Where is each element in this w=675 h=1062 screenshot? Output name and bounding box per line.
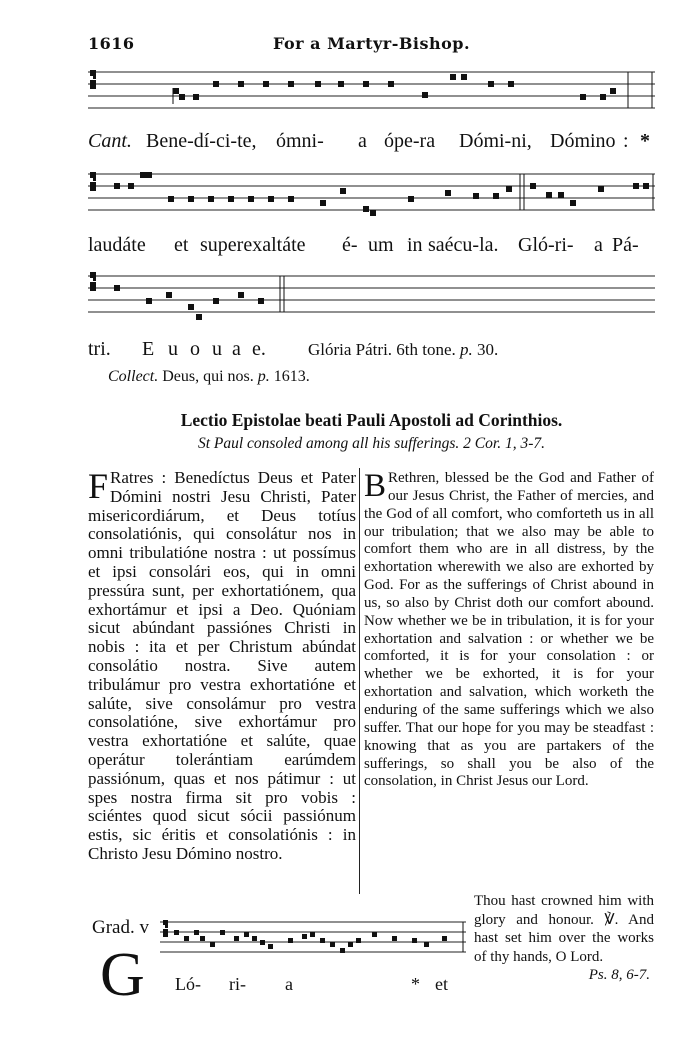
lyric-word: et	[174, 234, 189, 256]
psalm-reference: Ps. 8, 6-7.	[588, 967, 650, 983]
chant-lyric-line-1	[88, 130, 655, 156]
latin-text: Ratres : Benedíctus Deus et Pater Dómini nostri Jesu Christi, Pater misericordiárum, et Deus totíus consolatiónis, qui consolátur nos in omni tribulatióne nostra : ut possímus et ipsi consolári eos, qui in omni pressúra sunt, per exhortatiónem, qua exhortámur et ipsi a Deo. Quóniam sicut abúndant passiónes Christi in nobis : ita et per Christum abúndat consolátio nostra. Sive autem tribulámur pro vestra exhortatióne et salúte, sive consolámur pro vestra consolatióne, sive exhortámur pro vestra exhortatióne et salúte, quae operátur tolerántiam earúmdem passiónum, quas et nos pátimur : ut spes nostra firma sit pro vobis : sciéntes quod sicut sócii passiónum estis, sic éritis et consolatiónis : in Christo Jesu Dómino nostro.	[88, 468, 356, 863]
lyric-word: in	[407, 234, 423, 256]
gradual-translation: Thou hast crowned him with glory and honour. ℣. And hast set him over the works of thy hands, O Lord. Ps. 8, 6-7.	[474, 893, 654, 983]
gloria-patri-note: Glória Pátri. 6th tone. p. 30.	[308, 340, 499, 359]
lyric-word: saécu-la.	[428, 234, 499, 256]
english-text-column	[364, 470, 654, 791]
lyric-word: u	[212, 338, 222, 360]
collect-reference: Collect. Deus, qui nos. p. 1613.	[108, 368, 310, 385]
english-text: Rethren, blessed be the God and Father of our Jesus Christ, the Father of mercies, and the God of all comfort, who comforteth us in all our tribulation; that we also may be able to comfort them who are in all distress, by the exhortation wherewith we also are exhorted by God. For as the sufferings of Christ abound in us, so also by Christ doth our comfort abound. Now whether we be in tribulation, it is for your exhortation and salvation : or whether we be comforted, it is for your consolation : or whether we be exhorted, it is for your exhortation and salvation, which worketh the enduring of the same sufferings which we also suffer. That our hope for you may be steadfast : knowing that as you are partakers of the sufferings, so shall you be also of the consolation, in Christ Jesus our Lord.	[364, 470, 654, 790]
gradual-syllable: *	[411, 974, 420, 994]
gradual-initial: G	[100, 941, 145, 1009]
cantus-label: Cant.	[88, 130, 132, 152]
lyric-word: Dómi-ni,	[459, 130, 532, 152]
chant-lyric-line-2	[88, 234, 655, 260]
lyric-word: laudáte	[88, 234, 146, 256]
lyric-word: o	[190, 338, 200, 360]
lyric-word: tri.	[88, 338, 111, 360]
latin-text-column	[88, 466, 356, 864]
lectio-title: Lectio Epistolae beati Pauli Apostoli ad Corinthios.	[180, 410, 563, 430]
lyric-word: ómni-	[276, 130, 324, 152]
lyric-word: Bene-dí-ci-te,	[146, 130, 257, 152]
gradual-staff	[160, 912, 466, 966]
lyric-word: Gló-ri-	[518, 234, 574, 256]
gradual-syllable: a	[285, 974, 293, 994]
asterisk-mark: *	[640, 130, 650, 152]
lyric-word: a	[358, 130, 367, 152]
lyric-word: a	[232, 338, 241, 360]
gradual-label: Grad. v	[92, 917, 149, 938]
clef-mark	[90, 70, 96, 89]
chant-lyric-line-3	[88, 338, 655, 364]
chant-staff-3	[88, 264, 655, 326]
page-number: 1616	[88, 34, 135, 53]
page-title: For a Martyr-Bishop.	[272, 34, 471, 53]
chant-staff-2	[88, 164, 655, 220]
gradual-syllable: Ló-	[175, 974, 201, 994]
page-header	[88, 34, 655, 58]
lyric-word: um	[368, 234, 394, 256]
lyric-word: u	[168, 338, 178, 360]
chant-staff-1	[88, 64, 655, 114]
lyric-word: superexaltáte	[200, 234, 306, 256]
lyric-word: Pá-	[612, 234, 639, 256]
lyric-word: E	[142, 338, 155, 360]
gradual-lyric	[175, 974, 465, 998]
gradual-syllable: ri-	[229, 974, 246, 994]
lyric-word: e.	[252, 338, 266, 360]
drop-cap-english: B	[364, 468, 387, 504]
lyric-word: :	[623, 130, 629, 152]
lyric-word: ópe-ra	[384, 130, 436, 152]
column-divider	[359, 468, 360, 894]
lyric-word: Dómino	[550, 130, 616, 152]
neumes	[173, 74, 616, 104]
lyric-word: é-	[342, 234, 358, 256]
gradual-syllable: et	[435, 974, 448, 994]
drop-cap-latin: F	[88, 466, 109, 506]
lectio-subtitle: St Paul consoled among all his sufferings. 2 Cor. 1, 3-7.	[197, 435, 546, 452]
lyric-word: a	[594, 234, 603, 256]
